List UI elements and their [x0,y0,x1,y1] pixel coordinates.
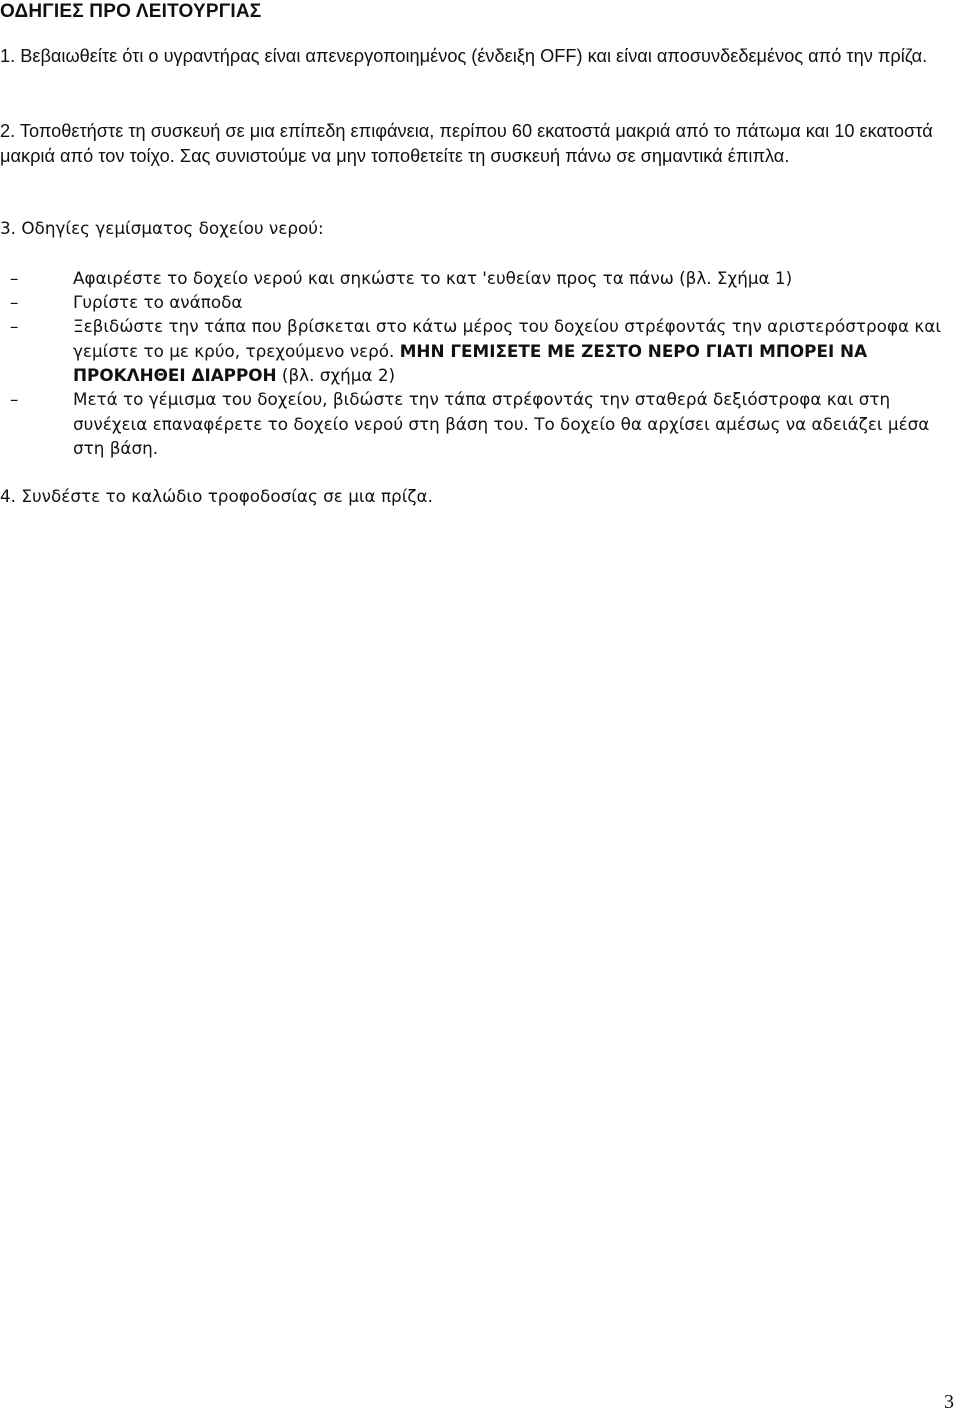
bullet-item-fill-water [0,314,955,388]
figure-reference: (βλ. σχήμα 2) [276,365,396,385]
step-3-heading: 3. Οδηγίες γεμίσματος δοχείου νερού: [0,218,324,238]
bullet-item-remove-tank [0,266,955,291]
dash-bullet-icon: – [10,292,19,312]
bullet-text-normal: Ξεβιδώστε την τάπα που βρίσκεται στο κάτω μέρος του δοχείου στρέφοντάς την αριστερόστροφα και γεμίστε το με κρύο, τρεχούμενο νερό. [73,316,942,361]
dash-bullet-icon: – [10,389,19,409]
page-title: ΟΔΗΓΙΕΣ ΠΡΟ ΛΕΙΤΟΥΡΓΙΑΣ [0,1,262,22]
bullet-text: Μετά το γέμισμα του δοχείου, βιδώστε την τάπα στρέφοντάς την σταθερά δεξιόστροφα και στη συνέχεια επαναφέρετε το δοχείο νερού στη βάση του. Το δοχείο θα αρχίσει αμέσως να αδειάζει μέσα στη βάση. [73,389,930,458]
dash-bullet-icon: – [10,316,19,336]
step-1-text: 1. Βεβαιωθείτε ότι ο υγραντήρας είναι απενεργοποιημένος (ένδειξη OFF) και είναι αποσυνδεδεμένος από την πρίζα. [0,46,928,66]
dash-bullet-icon: – [10,268,19,288]
bullet-item-refit-tank [0,387,955,461]
bullet-item-turn-upside-down [0,290,955,315]
step-4-text: 4. Συνδέστε το καλώδιο τροφοδοσίας σε μια πρίζα. [0,486,433,506]
bullet-text: Γυρίστε το ανάποδα [73,292,243,312]
bullet-text [73,314,955,388]
bullet-text: Αφαιρέστε το δοχείο νερού και σηκώστε το κατ 'ευθείαν προς τα πάνω (βλ. Σχήμα 1) [73,268,793,288]
step-2-text: 2. Τοποθετήστε τη συσκευή σε μια επίπεδη επιφάνεια, περίπου 60 εκατοστά μακριά από το πάτωμα και 10 εκατοστά μακριά από τον τοίχο. Σας συνιστούμε να μην τοποθετείτε τη συσκευή πάνω σε σημαντικά έπιπλα. [0,121,933,166]
warning-text: ΜΗΝ ΓΕΜΙΣΕΤΕ ΜΕ ΖΕΣΤΟ ΝΕΡΟ ΓΙΑΤΙ ΜΠΟΡΕΙ ΝΑ ΠΡΟΚΛΗΘΕΙ ΔΙΑΡΡΟΗ [73,340,868,385]
page-number: 3 [944,1391,954,1413]
